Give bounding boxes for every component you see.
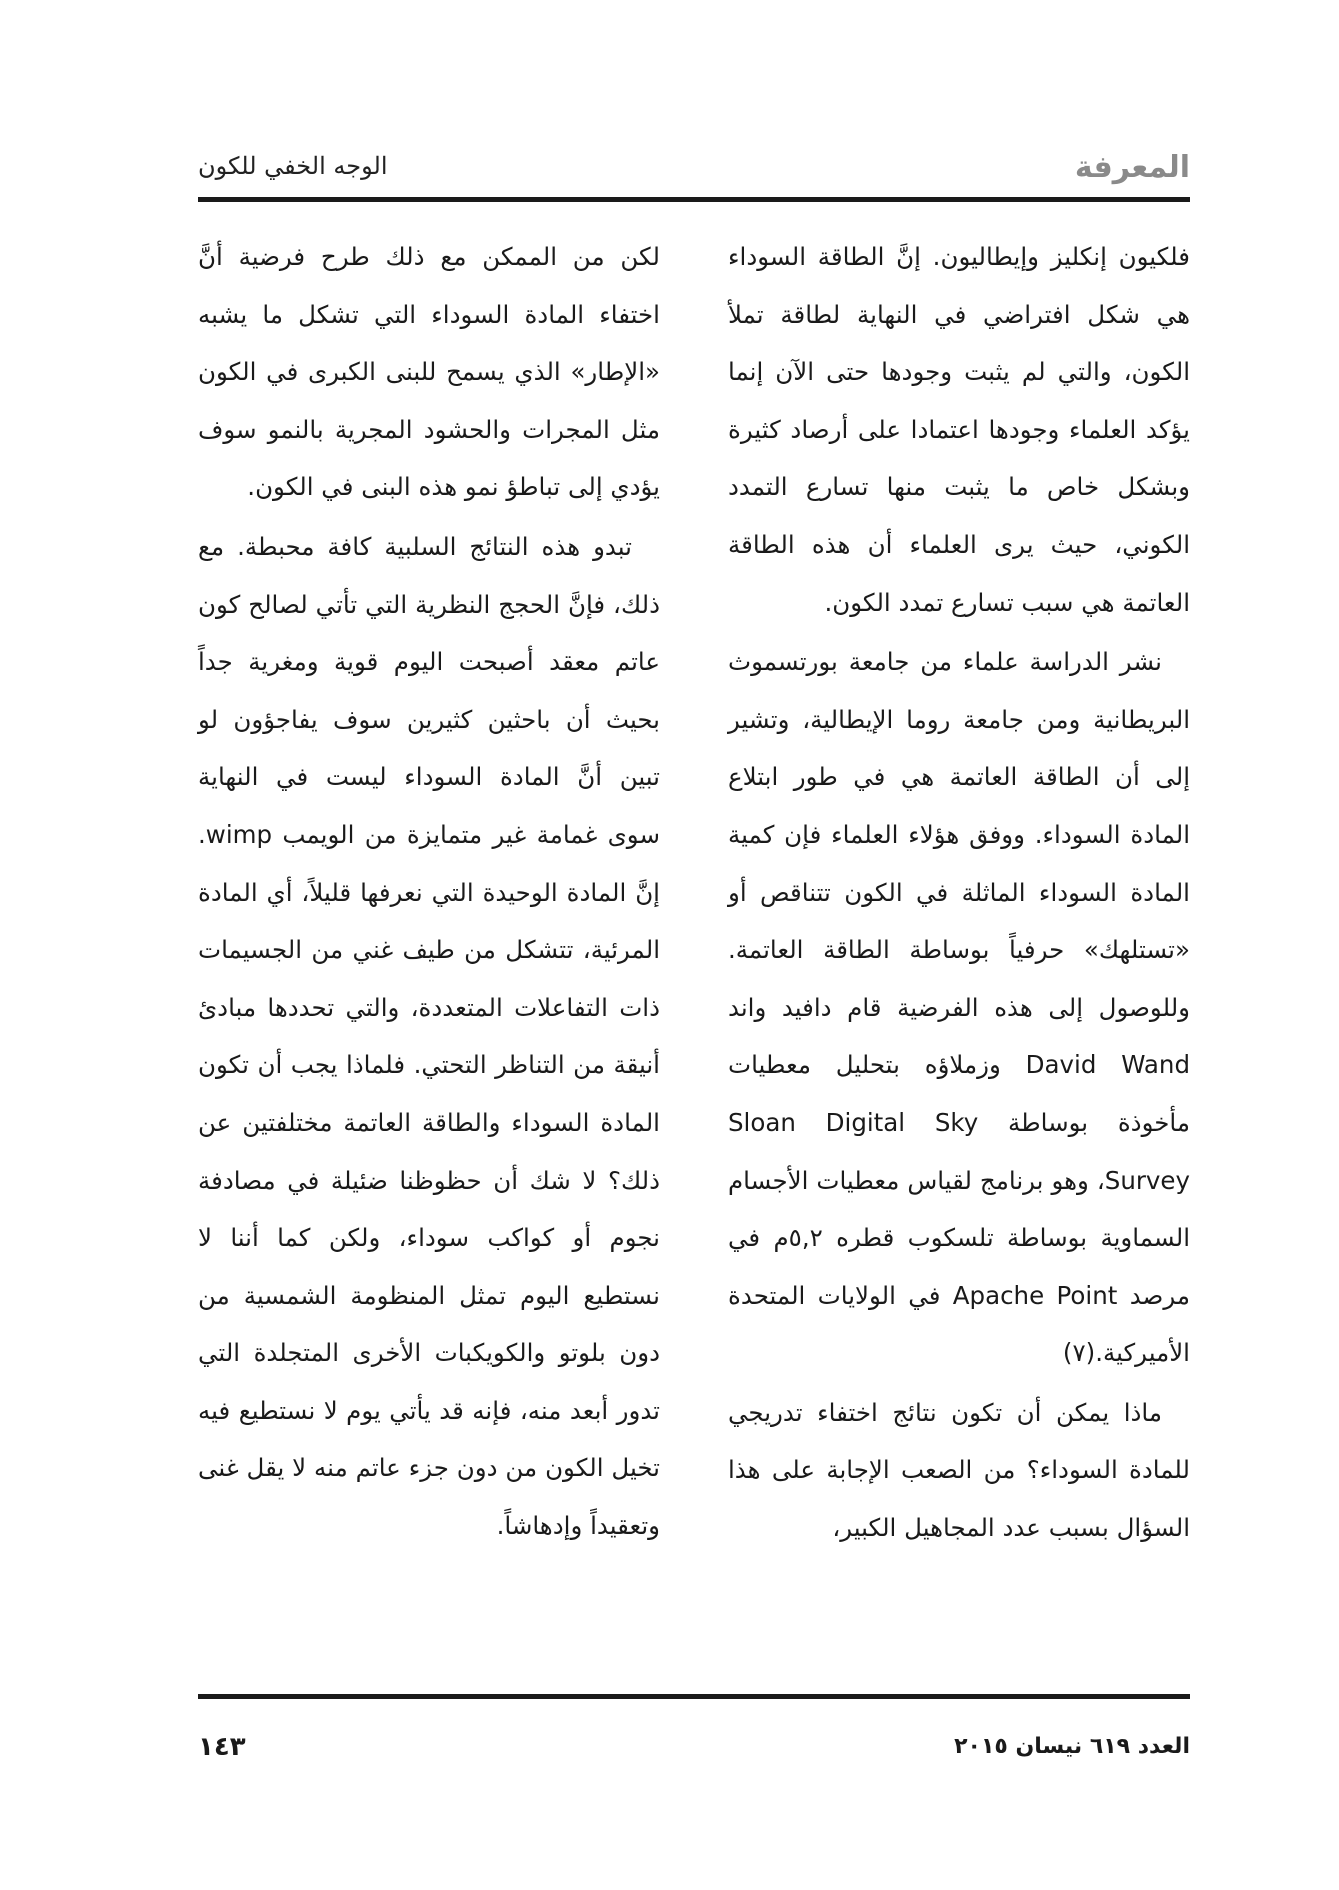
- header-divider: [198, 197, 1190, 202]
- footer-divider: [198, 1694, 1190, 1699]
- page-header: [198, 148, 1190, 198]
- text-column-left: [198, 228, 660, 1555]
- paragraph: نشر الدراسة علماء من جامعة بورتسموث البريطانية ومن جامعة روما الإيطالية، وتشير إلى أن الطاقة العاتمة هي في طور ابتلاع المادة السوداء. ووفق هؤلاء العلماء فإن كمية المادة السوداء الماثلة في الكون تتناقص أو «تستلهك» حرفياً بوساطة الطاقة العاتمة. وللوصول إلى هذه الفرضية قام دافيد واند David Wand وزملاؤه بتحليل معطيات مأخوذة بوساطة Sloan Digital Sky Survey، وهو برنامج لقياس معطيات الأجسام السماوية بوساطة تلسكوب قطره ٥,٢م في مرصد Apache Point في الولايات المتحدة الأميركية.(٧): [728, 647, 1191, 1368]
- issue-info: العدد ٦١٩ نيسان ٢٠١٥: [954, 1734, 1190, 1759]
- paragraph: ماذا يمكن أن تكون نتائج اختفاء تدريجي للمادة السوداء؟ من الصعب الإجابة على هذا السؤال بسبب عدد المجاهيل الكبير،: [728, 1397, 1190, 1543]
- text-column-right: [728, 228, 1190, 1557]
- page-number: ١٤٣: [198, 1732, 246, 1762]
- paragraph: فلكيون إنكليز وإيطاليون. إنَّ الطاقة السوداء هي شكل افتراضي في النهاية لطاقة تملأ الكون، والتي لم يثبت وجودها حتى الآن إنما يؤكد العلماء وجودها اعتمادا على أرصاد كثيرة وبشكل خاص ما يثبت منها تسارع التمدد الكوني، حيث يرى العلماء أن هذه الطاقة العاتمة هي سبب تسارع تمدد الكون.: [728, 242, 1190, 617]
- magazine-logo: المعرفة: [1074, 150, 1190, 185]
- paragraph: لكن من الممكن مع ذلك طرح فرضية أنَّ اختفاء المادة السوداء التي تشكل ما يشبه «الإطار» الذي يسمح للبنى الكبرى في الكون مثل المجرات والحشود المجرية بالنمو سوف يؤدي إلى تباطؤ نمو هذه البنى في الكون.: [198, 242, 660, 502]
- paragraph: تبدو هذه النتائج السلبية كافة محبطة. مع ذلك، فإنَّ الحجج النظرية التي تأتي لصالح كون عاتم معقد أصبحت اليوم قوية ومغرية جداً بحيث أن باحثين كثيرين سوف يفاجؤون لو تبين أنَّ المادة السوداء ليست في النهاية سوى غمامة غير متمايزة من الويمب wimp. إنَّ المادة الوحيدة التي نعرفها قليلاً، أي المادة المرئية، تتشكل من طيف غني من الجسيمات ذات التفاعلات المتعددة، والتي تحددها مبادئ أنيقة من التناظر التحتي. فلماذا يجب أن تكون المادة السوداء والطاقة العاتمة مختلفتين عن ذلك؟ لا شك أن حظوظنا ضئيلة في مصادفة نجوم أو كواكب سوداء، ولكن كما أننا لا نستطيع اليوم تمثل المنظومة الشمسية من دون بلوتو والكويكبات الأخرى المتجلدة التي تدور أبعد منه، فإنه قد يأتي يوم لا نستطيع فيه تخيل الكون من دون جزء عاتم منه لا يقل غنى وتعقيداً وإدهاشاً.: [198, 531, 660, 1541]
- running-title: الوجه الخفي للكون: [198, 152, 388, 180]
